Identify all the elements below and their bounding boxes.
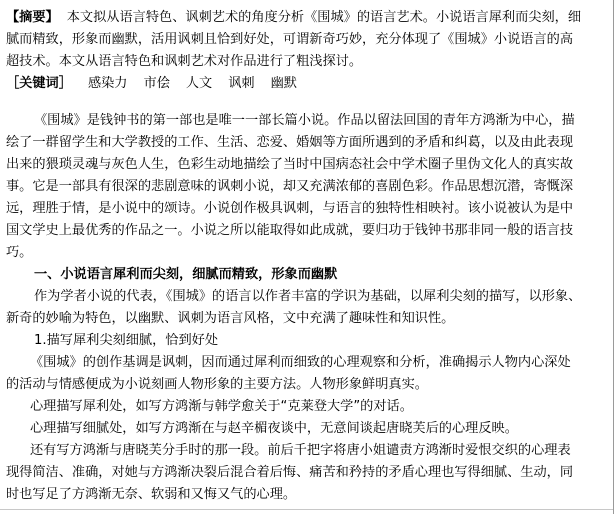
- subsection-heading: 1.描写犀利尖刻细腻，恰到好处: [34, 333, 219, 348]
- body-line: 《围城》的创作基调是讽刺，因而通过犀利而细致的心理观察和分析，准确揭示人物内心深处: [30, 355, 571, 370]
- body-line: 时也写足了方鸿渐无奈、软弱和又悔又气的心理。: [6, 487, 297, 502]
- body-line: 新奇的妙喻为特色，以幽默、讽刺为语言风格，文中充满了趣味性和知识性。: [6, 311, 455, 326]
- body-line: 心理描写犀利处，如写方鸿渐与韩学愈关于“克莱登大学”的对话。: [30, 399, 413, 414]
- page-bottom-rule: [0, 509, 613, 510]
- body-line: 现得简洁、准确，对她与方鸿渐决裂后混合着后悔、痛苦和矜持的矛盾心理也写得细腻、生动，同: [6, 465, 574, 480]
- keywords-tag: ［关键词］: [6, 76, 72, 91]
- abstract-tag: 【摘要】: [6, 10, 59, 25]
- intro-line: 巧。: [6, 245, 33, 260]
- body-line: 作为学者小说的代表，《围城》的语言以作者丰富的学识为基础，以犀利尖刻的描写，以形象、: [34, 289, 582, 304]
- abstract-text: 本文拟从语言特色、讽刺艺术的角度分析《围城》的语言艺术。小说语言犀利而尖刻，细: [66, 10, 582, 25]
- body-line: 还有写方鸿渐与唐晓芙分手时的那一段。前后千把字将唐小姐谴责方鸿渐时爱恨交织的心理表: [30, 443, 571, 458]
- keywords-line: [6, 73, 609, 95]
- intro-line: 远，理胜于情，是小说中的颂诗。小说创作极具讽刺，与语言的独特性相映衬。该小说被认为是中: [6, 201, 574, 216]
- abstract-line-1: [6, 7, 609, 29]
- abstract-line-2: 腻而精致，形象而幽默，活用讽刺且恰到好处，可谓新奇巧妙，充分体现了《围城》小说语言的高: [6, 32, 574, 47]
- keyword: 市侩: [143, 76, 170, 91]
- intro-line: 出来的猥琐灵魂与灰色人生，色彩生动地描绘了当时中国病态社会中学术圈子里伪文化人的真实故: [6, 157, 574, 172]
- intro-line: 绘了一群留学生和大学教授的工作、生活、恋爱、婚姻等方面所遇到的矛盾和纠葛，以及由此表现: [6, 135, 574, 150]
- intro-line: 《围城》是钱钟书的第一部也是唯一一部长篇小说。作品以留法回国的青年方鸿渐为中心，描: [34, 113, 575, 128]
- intro-line: 国文学史上最优秀的作品之一。小说之所以能取得如此成就，要归功于钱钟书那非同一般的语言技: [6, 223, 574, 238]
- spacer: [6, 95, 609, 110]
- body-line: 的活动与情感便成为小说刻画人物形象的主要方法。人物形象鲜明真实。: [6, 377, 428, 392]
- section-heading: 一、小说语言犀利而尖刻，细腻而精致，形象而幽默: [34, 267, 338, 282]
- keyword: 幽默: [270, 76, 297, 91]
- keyword: 讽刺: [228, 76, 255, 91]
- keyword: 人文: [185, 76, 213, 91]
- intro-line: 事。它是一部具有很深的悲剧意味的讽刺小说，却又充满浓郁的喜剧色彩。作品思想沉潜，寄慨深: [6, 179, 574, 194]
- abstract-line-3: 超技术。本文从语言特色和讽刺艺术对作品进行了粗浅探讨。: [6, 54, 363, 69]
- keyword: 感染力: [87, 76, 128, 91]
- body-line: 心理描写细腻处，如写方鸿渐在与赵辛楣夜谈中，无意间谈起唐晓芙后的心理反映。: [30, 421, 518, 436]
